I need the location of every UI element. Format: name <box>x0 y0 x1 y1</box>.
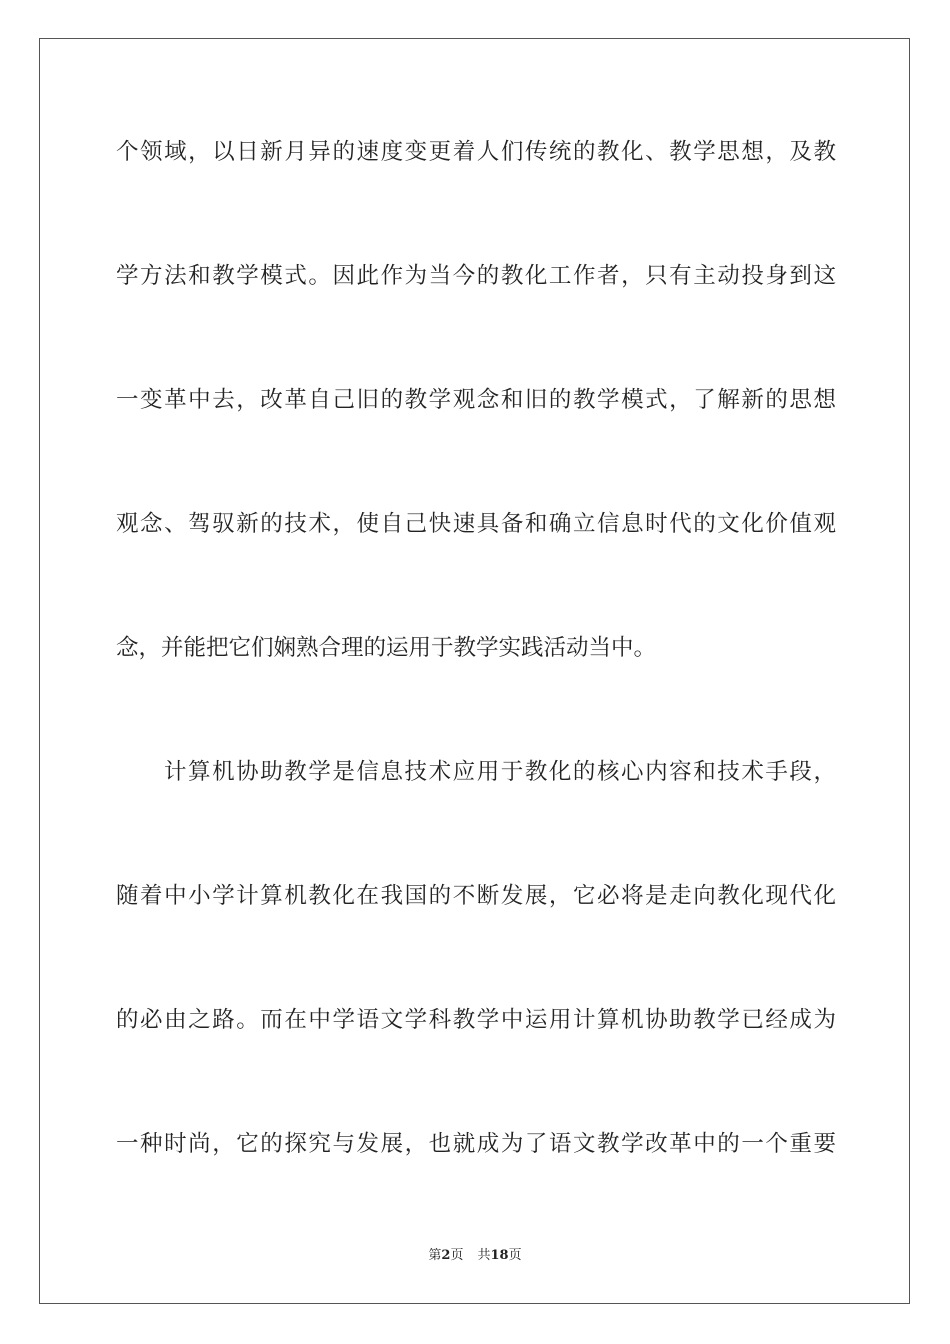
page-footer <box>0 1247 950 1265</box>
page-suffix: 页 <box>450 1248 464 1263</box>
text-line-3: 一变革中去，改革自己旧的教学观念和旧的教学模式，了解新的思想 <box>116 387 836 413</box>
text-line-4: 观念、驾驭新的技术，使自己快速具备和确立信息时代的文化价值观 <box>116 511 836 537</box>
text-line-2: 学方法和教学模式。因此作为当今的教化工作者，只有主动投身到这 <box>116 263 836 289</box>
total-pages: 18 <box>490 1248 509 1263</box>
total-suffix: 页 <box>508 1248 522 1263</box>
text-line-7: 随着中小学计算机教化在我国的不断发展，它必将是走向教化现代化 <box>116 883 836 909</box>
text-line-1: 个领域，以日新月异的速度变更着人们传统的教化、教学思想，及教 <box>116 139 836 165</box>
text-line-5: 念，并能把它们娴熟合理的运用于教学实践活动当中。 <box>116 635 657 661</box>
text-line-9: 一种时尚，它的探究与发展，也就成为了语文教学改革中的一个重要 <box>116 1131 836 1157</box>
page-border <box>39 38 910 1304</box>
text-line-6: 计算机协助教学是信息技术应用于教化的核心内容和技术手段， <box>164 759 836 785</box>
page-number: 2 <box>441 1248 451 1263</box>
text-line-8: 的必由之路。而在中学语文学科教学中运用计算机协助教学已经成为 <box>116 1007 836 1033</box>
page-prefix: 第 <box>428 1248 442 1263</box>
total-prefix: 共 <box>477 1248 491 1263</box>
